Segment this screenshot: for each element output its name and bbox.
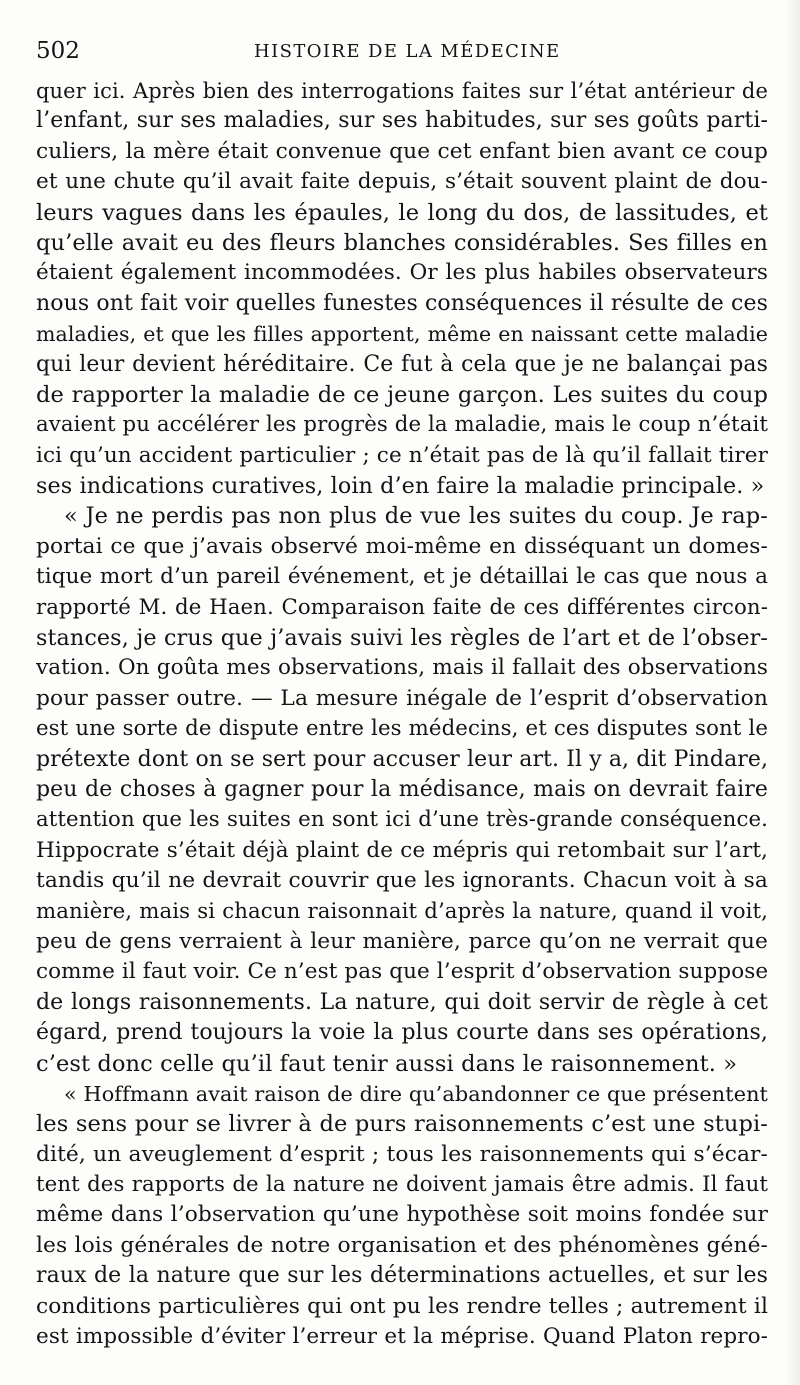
text-line: pour passer outre. — La mesure inégale de l’esprit d’observation [36,685,768,711]
text-line: comme il faut voir. Ce n’est pas que l’esprit d’observation suppose [36,959,769,985]
running-title: HISTOIRE DE LA MÉDECINE [254,41,561,62]
text-line: est impossible d’éviter l’erreur et la méprise. Quand Platon repro- [36,1324,768,1350]
text-line: même dans l’observation qu’une hypothèse soit moins fondée sur [36,1202,768,1228]
text-line: culiers, la mère était convenue que cet enfant bien avant ce coup [36,138,768,164]
text-line: qu’elle avait eu des fleurs blanches considérables. Ses filles en [36,229,768,256]
text-line: peu de gens verraient à leur manière, parce qu’on ne verrait que [36,928,768,954]
text-line: est une sorte de dispute entre les médecins, et ces disputes sont le [36,716,768,742]
text-line: tique mort d’un pareil événement, et je détaillai le cas que nous a [36,564,768,590]
page-edge-shadow [786,0,800,1385]
text-line: raux de la nature que sur les déterminations actuelles, et sur les [36,1263,768,1289]
text-line: Hippocrate s’était déjà plaint de ce mépris qui retombait sur l’art, [36,837,768,863]
text-line: nous ont fait voir quelles funestes conséquences il résulte de ces [36,290,768,316]
page-number: 502 [36,38,80,64]
text-line: étaient également incommodées. Or les plus habiles observateurs [36,260,768,286]
body-text [36,76,768,1352]
text-line: prétexte dont on se sert pour accuser leur art. Il y a, dit Pindare, [36,746,769,772]
text-line: ses indications curatives, loin d’en faire la maladie principale. » [36,473,765,500]
text-line: maladies, et que les filles apportent, même en naissant cette maladie [36,322,768,347]
text-line: peu de choses à gagner pour la médisance, mais on devrait faire [36,776,768,802]
text-line: vation. On goûta mes observations, mais il fallait des observations [36,655,768,681]
text-line: « Hoffmann avait raison de dire qu’abandonner ce que présentent [64,1081,768,1106]
text-line: portai ce que j’avais observé moi-même en disséquant un domes- [36,533,768,559]
text-line: l’enfant, sur ses maladies, sur ses habitudes, sur ses goûts parti- [36,108,768,134]
text-line: attention que les suites en sont ici d’une très-grande conséquence. [36,807,768,833]
text-line: tent des rapports de la nature ne doivent jamais être admis. Il faut [36,1172,768,1198]
text-line: de longs raisonnements. La nature, qui doit servir de règle à cet [36,989,768,1015]
text-line: qui leur devient héréditaire. Ce fut à cela que je ne balançai pas [36,351,768,377]
text-line: « Je ne perdis pas non plus de vue les suites du coup. Je rap- [64,503,768,530]
text-line: rapporté M. de Haen. Comparaison faite de ces différentes circon- [36,594,768,620]
text-line: manière, mais si chacun raisonnait d’après la nature, quand il voit, [36,898,768,924]
text-line: les lois générales de notre organisation et des phénomènes géné- [36,1232,768,1258]
text-line: quer ici. Après bien des interrogations faites sur l’état antérieur de [36,79,768,103]
text-line: avaient pu accélérer les progrès de la maladie, mais le coup n’était [36,412,768,438]
text-line: ici qu’un accident particulier ; ce n’était pas de là qu’il fallait tirer [36,442,768,468]
text-line: tandis qu’il ne devrait couvrir que les ignorants. Chacun voit à sa [36,868,768,894]
text-line: égard, prend toujours la voie la plus courte dans ses opérations, [36,1020,768,1046]
text-line: stances, je crus que j’avais suivi les règles de l’art et de l’obser- [36,625,768,652]
text-line: dité, un aveuglement d’esprit ; tous les raisonnements qui s’écar- [36,1141,768,1167]
text-line: et une chute qu’il avait faite depuis, s’était souvent plaint de dou- [36,169,768,195]
text-line: les sens pour se livrer à de purs raisonnements c’est une stupi- [36,1111,768,1138]
text-line: de rapporter la maladie de ce jeune garçon. Les suites du coup [36,381,768,408]
text-line: c’est donc celle qu’il faut tenir aussi dans le raisonnement. » [36,1050,738,1077]
text-line: conditions particulières qui ont pu les rendre telles ; autrement il [36,1293,768,1319]
text-line: leurs vagues dans les épaules, le long du dos, de lassitudes, et [36,199,768,226]
page-header [36,38,764,68]
